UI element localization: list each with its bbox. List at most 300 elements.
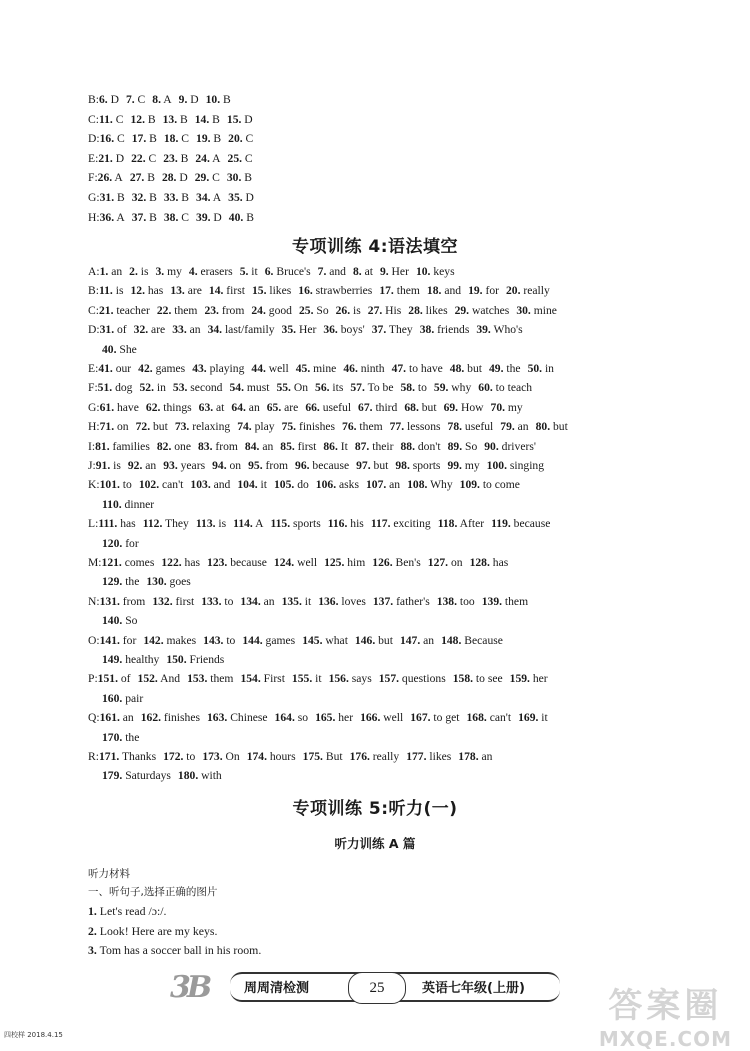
answer-number: 14.	[208, 284, 224, 298]
page-footer	[170, 968, 570, 1008]
answer-number: 108.	[407, 478, 428, 492]
answer-item: 102. can't	[138, 478, 184, 492]
answer-number: 155.	[291, 672, 313, 686]
answer-item: 10. B	[205, 93, 231, 106]
answer-item: 65. are	[266, 400, 299, 414]
sentence-item: 2. Look! Here are my keys.	[88, 923, 218, 938]
answer-number: 36.	[323, 323, 338, 337]
answer-number: 130.	[146, 575, 167, 589]
answer-number: 115.	[270, 517, 291, 531]
answer-item: 28. D	[161, 171, 188, 185]
answer-number: 179.	[102, 769, 123, 783]
answer-number: 1.	[99, 265, 109, 278]
answer-item: 167. to get	[410, 711, 460, 725]
answer-number: 11.	[98, 284, 113, 298]
answer-number: 133.	[201, 594, 222, 608]
answer-item: 34. A	[196, 191, 222, 204]
answer-item: 43. playing	[192, 362, 245, 375]
answer-number: 26.	[97, 171, 113, 185]
answer-item: 132. first	[152, 594, 195, 608]
answer-number: 25.	[298, 303, 314, 317]
answer-item: 179. Saturdays	[102, 769, 171, 783]
answer-item: 15. likes	[251, 284, 292, 298]
answer-item: 166. well	[360, 711, 404, 725]
answer-number: 107.	[365, 478, 387, 492]
answer-number: 143.	[203, 633, 224, 647]
answer-item: 108. Why	[407, 478, 453, 492]
answer-item: 178. an	[458, 750, 493, 763]
answer-item: 52. in	[139, 381, 166, 395]
answer-item: 45. mine	[295, 362, 337, 375]
answer-number: 2.	[129, 265, 138, 278]
listening-material-label: 听力材料	[88, 868, 130, 880]
answer-number: 66.	[305, 400, 320, 414]
answer-item: 29. C	[194, 171, 220, 185]
subsection-title: 听力训练 A 篇	[334, 836, 416, 851]
answer-number: 92.	[127, 459, 143, 472]
answer-number: 33.	[172, 323, 187, 337]
answer-item: 33. B	[163, 191, 190, 204]
answer-number: 67.	[358, 400, 373, 414]
answer-item: 147. an	[399, 633, 435, 647]
answer-number: 152.	[137, 672, 158, 686]
answer-item: 7. and	[317, 265, 346, 278]
answer-number: 91.	[95, 459, 111, 472]
answer-item: 19. for	[468, 284, 499, 298]
answer-number: 167.	[410, 711, 431, 725]
answer-item: 34. last/family	[207, 323, 275, 337]
answer-item: 120. for	[102, 536, 139, 550]
answer-item: 79. an	[500, 420, 529, 434]
answer-item: 30. B	[226, 171, 253, 185]
answer-number: 62.	[145, 400, 161, 414]
answer-number: 22.	[156, 303, 172, 317]
answer-item: 169. it	[518, 711, 548, 725]
answer-item: 149. healthy	[102, 653, 160, 666]
answer-item: 75. finishes	[281, 420, 336, 434]
answer-number: 99.	[447, 459, 462, 472]
answer-number: 93.	[163, 459, 178, 472]
answer-item: 38. C	[163, 210, 190, 224]
answer-item: 77. lessons	[389, 420, 441, 434]
answer-item: 131. from	[99, 594, 146, 608]
answer-item: 35. D	[228, 191, 254, 204]
answer-item: 89. So	[447, 439, 478, 453]
answer-number: 77.	[389, 420, 405, 434]
answer-number: 105.	[274, 478, 295, 492]
answer-item: 145. what	[302, 633, 348, 647]
answer-item: 20. C	[228, 132, 254, 146]
answer-item: 59. why	[433, 381, 472, 395]
answer-number: 117.	[370, 517, 391, 531]
answer-item: 95. from	[248, 459, 289, 472]
answer-item: 110. dinner	[102, 497, 155, 511]
answer-number: 16.	[298, 284, 313, 298]
answer-item: 100. singing	[486, 459, 545, 472]
answer-group-label: F:	[88, 381, 98, 395]
answer-number: 174.	[246, 750, 267, 763]
answer-line	[88, 747, 710, 766]
answer-number: 147.	[399, 633, 421, 647]
answer-number: 6.	[264, 265, 274, 278]
answer-number: 7.	[125, 93, 135, 106]
answer-item: 112. They	[142, 517, 189, 531]
answer-item: 139. them	[481, 594, 529, 608]
answer-number: 31.	[99, 323, 115, 337]
answer-item: 72. but	[135, 420, 168, 434]
answer-line-continued	[88, 534, 710, 553]
answer-group-label: B:	[88, 93, 99, 106]
answer-line	[88, 281, 710, 300]
answer-number: 9.	[379, 265, 389, 278]
answer-item: 61. have	[99, 400, 139, 414]
answer-item: 86. It	[323, 439, 348, 453]
answer-number: 52.	[139, 381, 154, 395]
answer-number: 6.	[98, 93, 108, 106]
answer-item: 47. to have	[391, 362, 443, 375]
sentence-number: 1.	[88, 904, 97, 918]
answer-number: 13.	[162, 112, 178, 126]
answer-item: 173. On	[202, 750, 240, 763]
answer-number: 13.	[170, 284, 185, 298]
answer-item: 94. on	[212, 459, 242, 472]
answer-item: 30. mine	[516, 303, 557, 317]
answer-number: 18.	[426, 284, 442, 298]
answer-item: 64. an	[231, 400, 260, 414]
answer-line	[88, 110, 710, 129]
answer-group-label: Q:	[88, 711, 100, 725]
answer-item: 168. can't	[466, 711, 512, 725]
answer-number: 43.	[192, 362, 207, 375]
answer-item: 171. Thanks	[98, 750, 157, 763]
answer-number: 19.	[468, 284, 483, 298]
answer-line	[88, 359, 710, 378]
answer-number: 56.	[315, 381, 330, 395]
answer-item: 152. And	[137, 672, 181, 686]
answer-number: 89.	[447, 439, 463, 453]
answer-number: 38.	[419, 323, 435, 337]
answer-item: 11. is	[98, 284, 124, 298]
answer-item: 101. to	[99, 478, 132, 492]
answer-item: 14. B	[194, 112, 220, 126]
answer-item: 156. says	[328, 672, 372, 686]
answer-number: 36.	[99, 210, 115, 224]
answer-item: 125. him	[324, 556, 366, 569]
answer-number: 10.	[415, 265, 431, 278]
answer-item: 129. the	[102, 575, 140, 589]
answer-item: 138. too	[436, 594, 475, 608]
answer-line	[88, 592, 710, 611]
answer-item: 60. to teach	[478, 381, 533, 395]
answer-item: 5. it	[239, 265, 258, 278]
answer-item: 39. D	[196, 210, 222, 224]
answer-item: 57. To be	[350, 381, 394, 395]
answer-number: 111.	[98, 517, 118, 531]
answer-number: 49.	[489, 362, 504, 375]
answer-line-continued	[88, 340, 710, 359]
answer-item: 74. play	[237, 420, 275, 434]
answer-number: 110.	[102, 497, 122, 511]
answer-item: 170. the	[102, 730, 140, 744]
answer-number: 156.	[328, 672, 349, 686]
answer-item: 142. makes	[143, 633, 197, 647]
answer-item: 22. C	[131, 151, 157, 165]
answer-line	[88, 262, 710, 281]
answer-item: 130. goes	[146, 575, 191, 589]
section-5-title: 专项训练 5:听力(一)	[292, 799, 458, 819]
answer-number: 27.	[367, 303, 383, 317]
answer-group-label: H:	[88, 420, 100, 434]
answer-group-label: C:	[88, 112, 99, 126]
answer-number: 126.	[372, 556, 393, 569]
answer-group-label: G:	[88, 400, 100, 414]
answer-item: 37. They	[371, 323, 413, 337]
answer-item: 160. pair	[102, 691, 144, 705]
answer-number: 71.	[99, 420, 115, 434]
answer-number: 32.	[133, 323, 149, 337]
answer-number: 17.	[131, 132, 147, 146]
answer-item: 21. D	[98, 151, 125, 165]
answer-item: 90. drivers'	[484, 439, 536, 453]
answer-number: 113.	[195, 517, 216, 531]
answer-number: 176.	[349, 750, 370, 763]
answer-number: 178.	[458, 750, 479, 763]
answer-item: 98. sports	[395, 459, 441, 472]
answer-group-label: M:	[88, 556, 102, 569]
answer-number: 44.	[251, 362, 266, 375]
answer-number: 69.	[443, 400, 459, 414]
answer-item: 134. an	[240, 594, 275, 608]
answer-item: 2. is	[129, 265, 149, 278]
answer-item: 63. at	[198, 400, 225, 414]
answer-number: 63.	[198, 400, 214, 414]
answer-item: 23. B	[163, 151, 189, 165]
answer-group-label: J:	[88, 459, 96, 472]
answer-number: 153.	[187, 672, 208, 686]
answer-number: 34.	[196, 191, 211, 204]
answer-item: 11. C	[98, 112, 124, 126]
answer-item: 31. B	[99, 191, 125, 204]
page-number: 25	[348, 972, 406, 1004]
answer-item: 68. but	[404, 400, 437, 414]
answer-number: 19.	[196, 132, 211, 146]
answer-item: 174. hours	[246, 750, 296, 763]
answer-item: 16. strawberries	[298, 284, 373, 298]
answer-group-label: E:	[88, 151, 99, 165]
answer-item: 158. to see	[452, 672, 503, 686]
answer-number: 58.	[400, 381, 415, 395]
answer-number: 38.	[163, 210, 179, 224]
answer-item: 175. But	[302, 750, 343, 763]
answer-number: 170.	[102, 730, 123, 744]
answer-number: 144.	[242, 633, 263, 647]
answer-item: 51. dog	[97, 381, 133, 395]
answer-number: 65.	[266, 400, 282, 414]
answer-number: 24.	[251, 303, 266, 317]
answer-line	[88, 398, 710, 417]
brand-logo: 3B	[170, 970, 209, 1005]
answer-number: 114.	[233, 517, 253, 531]
answer-number: 154.	[240, 672, 261, 686]
answer-item: 141. for	[99, 633, 137, 647]
answer-item: 93. years	[163, 459, 206, 472]
answer-item: 17. them	[379, 284, 420, 298]
answer-item: 48. but	[449, 362, 482, 375]
sentence-number: 3.	[88, 943, 97, 957]
answer-item: 137. father's	[372, 594, 430, 608]
footer-book-title: 英语七年级(上册)	[422, 981, 525, 996]
answer-number: 158.	[452, 672, 474, 686]
answer-line	[88, 301, 710, 320]
answer-group-label: C:	[88, 303, 99, 317]
answer-item: 7. C	[125, 93, 146, 106]
answer-number: 177.	[406, 750, 427, 763]
answer-number: 169.	[518, 711, 539, 725]
answer-number: 59.	[433, 381, 449, 395]
answer-item: 13. B	[162, 112, 188, 126]
answer-number: 37.	[131, 210, 147, 224]
answer-item: 151. of	[97, 672, 131, 686]
answer-item: 106. asks	[315, 478, 359, 492]
answer-number: 80.	[535, 420, 551, 434]
answer-line	[88, 475, 710, 494]
answer-group-label: A:	[88, 265, 100, 278]
answer-number: 96.	[295, 459, 310, 472]
answer-number: 39.	[476, 323, 491, 337]
answer-item: 105. do	[274, 478, 309, 492]
answer-item: 150. Friends	[166, 653, 225, 666]
answer-item: 104. it	[237, 478, 267, 492]
answer-item: 24. good	[251, 303, 292, 317]
answer-item: 91. is	[95, 459, 121, 472]
answer-number: 102.	[138, 478, 160, 492]
answer-group-label: B:	[88, 284, 99, 298]
answer-number: 4.	[188, 265, 198, 278]
answer-item: 28. likes	[408, 303, 448, 317]
answer-number: 3.	[155, 265, 165, 278]
answer-item: 58. to	[400, 381, 427, 395]
answer-number: 41.	[98, 362, 113, 375]
answer-number: 146.	[354, 633, 376, 647]
answer-number: 128.	[469, 556, 490, 569]
answer-item: 154. First	[240, 672, 285, 686]
answer-number: 31.	[99, 191, 115, 204]
answer-line-continued	[88, 650, 710, 669]
answer-line	[88, 514, 710, 533]
answer-item: 56. its	[315, 381, 344, 395]
answer-item: 128. has	[469, 556, 509, 569]
answer-line	[88, 553, 710, 572]
answer-item: 39. Who's	[476, 323, 523, 337]
answer-number: 171.	[98, 750, 120, 763]
answer-item: 36. boys'	[323, 323, 365, 337]
answer-item: 121. comes	[101, 556, 155, 569]
answer-group-label: N:	[88, 594, 100, 608]
answer-item: 9. D	[178, 93, 199, 106]
answer-item: 143. to	[203, 633, 236, 647]
answer-number: 149.	[102, 653, 123, 666]
answer-number: 40.	[228, 210, 244, 224]
answer-line	[88, 320, 710, 339]
answer-item: 54. must	[229, 381, 270, 395]
answer-number: 61.	[99, 400, 115, 414]
answer-item: 35. Her	[281, 323, 317, 337]
answer-number: 14.	[194, 112, 210, 126]
answer-number: 142.	[143, 633, 164, 647]
answer-item: 38. friends	[419, 323, 470, 337]
answer-item: 55. On	[276, 381, 309, 395]
answer-group-label: L:	[88, 517, 99, 531]
answer-number: 68.	[404, 400, 419, 414]
answer-item: 19. B	[196, 132, 222, 146]
answer-item: 70. my	[490, 400, 523, 414]
answer-number: 21.	[98, 151, 113, 165]
answer-number: 161.	[99, 711, 120, 725]
answer-number: 45.	[295, 362, 311, 375]
answer-number: 18.	[163, 132, 179, 146]
answer-group-label: H:	[88, 210, 100, 224]
answer-number: 53.	[172, 381, 188, 395]
answer-number: 70.	[490, 400, 506, 414]
answer-item: 80. but	[535, 420, 568, 434]
answer-line	[88, 168, 710, 187]
answer-number: 145.	[302, 633, 323, 647]
answer-item: 25. C	[227, 151, 253, 165]
answer-number: 148.	[441, 633, 462, 647]
answer-line	[88, 188, 710, 207]
answer-number: 109.	[459, 478, 480, 492]
answer-item: 12. B	[130, 112, 156, 126]
answer-item: 9. Her	[379, 265, 409, 278]
answer-item: 85. first	[280, 439, 317, 453]
answer-item: 82. one	[156, 439, 191, 453]
answer-number: 35.	[228, 191, 243, 204]
answer-number: 12.	[130, 112, 145, 126]
answer-item: 176. really	[349, 750, 400, 763]
answer-line	[88, 708, 710, 727]
answer-number: 35.	[281, 323, 297, 337]
answer-item: 126. Ben's	[372, 556, 421, 569]
answer-item: 15. D	[226, 112, 253, 126]
answer-number: 103.	[190, 478, 211, 492]
answer-item: 103. and	[190, 478, 231, 492]
answer-item: 172. to	[163, 750, 196, 763]
answer-item: 117. exciting	[370, 517, 431, 531]
answer-item: 8. at	[352, 265, 373, 278]
answer-item: 42. games	[138, 362, 186, 375]
answer-number: 8.	[152, 93, 161, 106]
answer-item: 164. so	[274, 711, 309, 725]
answer-number: 15.	[251, 284, 267, 298]
answer-number: 125.	[324, 556, 345, 569]
answer-item: 33. an	[172, 323, 201, 337]
answer-item: 25. So	[298, 303, 329, 317]
answer-line	[88, 149, 710, 168]
answer-item: 165. her	[315, 711, 354, 725]
answer-item: 40. B	[228, 210, 254, 224]
answer-item: 92. an	[127, 459, 157, 472]
answer-number: 28.	[161, 171, 177, 185]
answer-item: 53. second	[172, 381, 223, 395]
answer-number: 55.	[276, 381, 291, 395]
answer-group-label: P:	[88, 672, 98, 686]
answer-line-continued	[88, 495, 710, 514]
answer-item: 66. useful	[305, 400, 352, 414]
answer-item: 159. her	[509, 672, 548, 686]
answer-number: 51.	[97, 381, 113, 395]
answer-item: 83. from	[197, 439, 238, 453]
answer-line	[88, 437, 710, 456]
